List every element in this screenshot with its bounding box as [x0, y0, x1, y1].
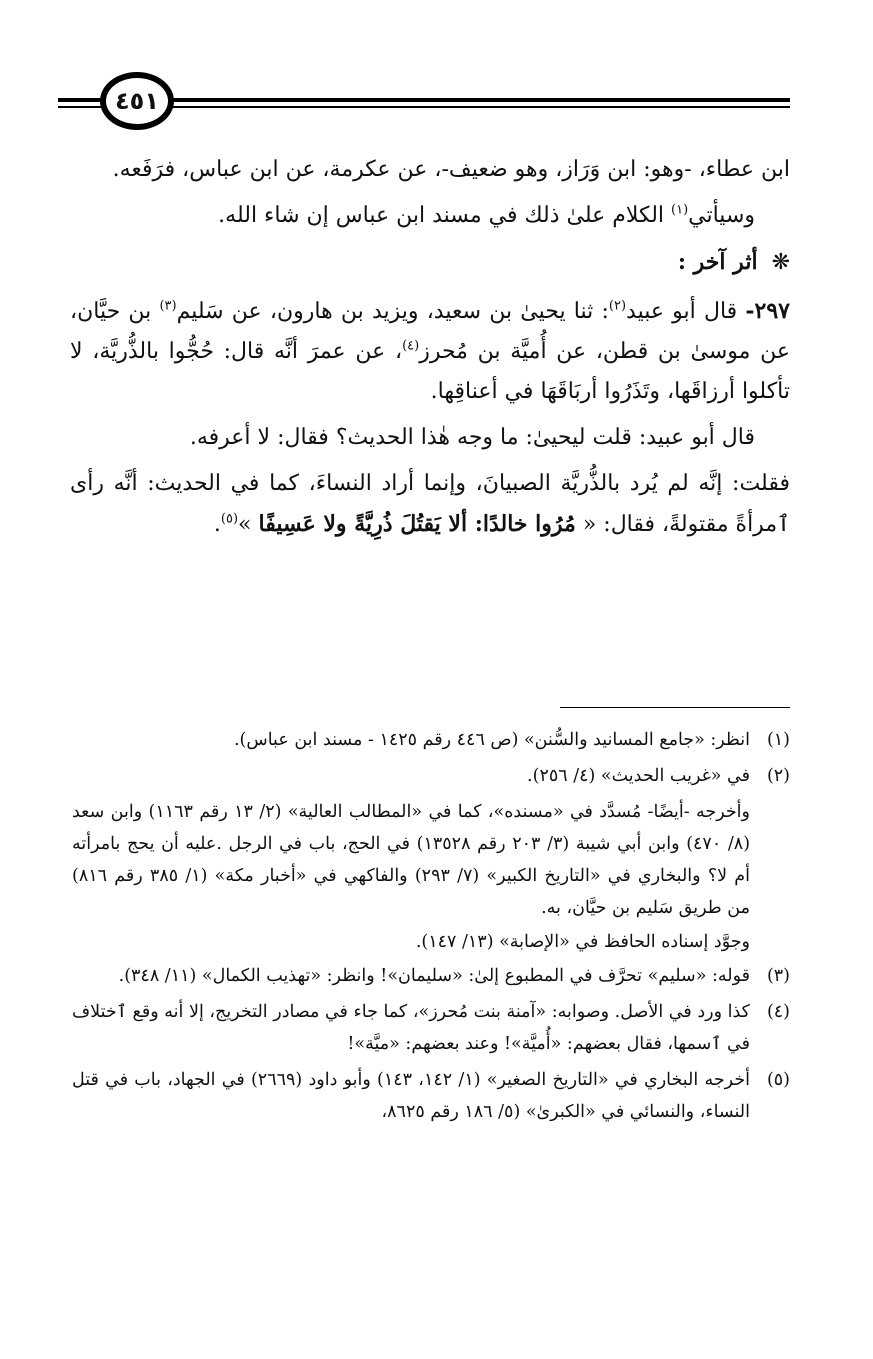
paragraph-2: [70, 196, 790, 236]
footnote-marker: (٥): [766, 1070, 790, 1090]
section-heading-text: أثر آخر :: [677, 249, 758, 275]
page-number-badge: [100, 72, 174, 130]
quoted-hadith: مُرُوا خالدًا: ألا يَقتُلَ ذُرِيَّةً ولا عَسِيفًا: [258, 511, 576, 537]
footnote-marker: (٤): [766, 1002, 790, 1022]
paragraph-4: قال أبو عبيد: قلت ليحيىٰ: ما وجه هٰذا الحديث؟ فقال: لا أعرفه.: [189, 425, 755, 450]
footnote-ref-3: (٣): [159, 298, 177, 314]
footnotes: [72, 724, 790, 1132]
footnote-text: كذا ورد في الأصل. وصوابه: «آمنة بنت مُحرز»، كما جاء في مصادر التخريج، إلا أنه وقع ٱختلاف في ٱسمها، فقال بعضهم: «أُميَّة»! وعند بعضهم: «ميَّة»!: [72, 1002, 750, 1054]
main-text: [70, 150, 790, 551]
footnote-ref-2: (٢): [608, 298, 627, 314]
footnote-ref-1: (١): [671, 202, 689, 218]
page-header: [58, 70, 790, 134]
footnote-separator: [560, 707, 790, 708]
paragraph-3-part-b: : ثنا يحيىٰ بن سعيد، ويزيد بن هارون، عن سَليم: [176, 299, 609, 324]
footnote-4: [72, 996, 790, 1060]
section-heading: [70, 242, 790, 283]
paragraph-2-start: وسيأتي: [688, 203, 755, 228]
footnote-marker: (٢): [766, 766, 790, 786]
paragraph-5-end: .: [213, 512, 221, 537]
paragraph-5-part-b: »: [238, 512, 259, 537]
paragraph-5-part-a: فقلت: إنَّه لم يُرد بالذُّريَّة الصبيانَ، وإنما أراد النساءَ، كما في الحديث: أنَّه رأى ٱمرأةً مقتولةً، فقال: «: [70, 471, 790, 537]
page-number: ٤٥١: [115, 87, 159, 115]
footnote-5: [72, 1064, 790, 1128]
paragraph-3: [70, 291, 790, 412]
footnote-2-continuation: وأخرجه -أيضًا- مُسدَّد في «مسنده»، كما في «المطالب العالية» (٢/ ١٣ رقم ١١٦٣) وابن سعد (٨/ ٤٧٠) وابن أبي شيبة (٣/ ٢٠٣ رقم ١٣٥٢٨) في الحج، باب في الرجل .عليه أن يحج بامرأته أم لا؟ والبخاري في «التاريخ الكبير» (٧/ ٢٩٣) والفاكهي في «أخبار مكة» (١/ ٣٨٥ رقم ٨١٦) من طريق سَليم بن حيَّان، به.: [72, 802, 751, 918]
paragraph-1: ابن عطاء، -وهو: ابن وَرَاز، وهو ضعيف-، عن عكرمة، عن ابن عباس، فرَفَعه.: [112, 157, 790, 182]
star-icon: ❋: [771, 250, 790, 275]
footnote-2-continuation-2: وجوَّد إسناده الحافظ في «الإصابة» (١٣/ ١٤٧).: [415, 932, 750, 952]
footnote-text: انظر: «جامع المسانيد والسُّنن» (ص ٤٤٦ رقم ١٤٢٥ - مسند ابن عباس).: [233, 730, 750, 750]
footnote-1: [72, 724, 790, 756]
footnote-marker: (٣): [766, 966, 790, 986]
hadith-number: ٢٩٧-: [745, 298, 790, 324]
footnote-marker: (١): [766, 730, 790, 750]
footnote-ref-4: (٤): [402, 338, 420, 354]
paragraph-3-part-c: بن حيَّان، عن موسىٰ بن قطن، عن أُميَّة بن مُحرز: [70, 299, 790, 364]
paragraph-3-part-a: قال أبو عبيد: [626, 299, 746, 324]
footnote-text: قوله: «سليم» تحرَّف في المطبوع إلىٰ: «سليمان»! وانظر: «تهذيب الكمال» (١١/ ٣٤٨).: [118, 966, 750, 986]
paragraph-5: [70, 464, 790, 545]
footnote-text: في «غريب الحديث» (٤/ ٢٥٦).: [527, 766, 750, 786]
paragraph-2-rest: الكلام علىٰ ذلك في مسند ابن عباس إن شاء الله.: [218, 203, 671, 228]
footnote-text: أخرجه البخاري في «التاريخ الصغير» (١/ ١٤٢، ١٤٣) وأبو داود (٢٦٦٩) في الجهاد، باب في قتل النساء، والنسائي في «الكبرىٰ» (٥/ ١٨٦ رقم ٨٦٢٥،: [72, 1070, 751, 1122]
footnote-ref-5: (٥): [220, 511, 239, 527]
paragraph-3-part-d: ، عن عمرَ أنَّه قال: حُجُّوا بالذُّريَّة، لا تأكلوا أرزاقَها، وتَذَرُوا أربَاقَهَا في أعناقِها.: [70, 339, 790, 404]
footnote-2: [72, 760, 790, 792]
footnote-3: [72, 960, 790, 992]
